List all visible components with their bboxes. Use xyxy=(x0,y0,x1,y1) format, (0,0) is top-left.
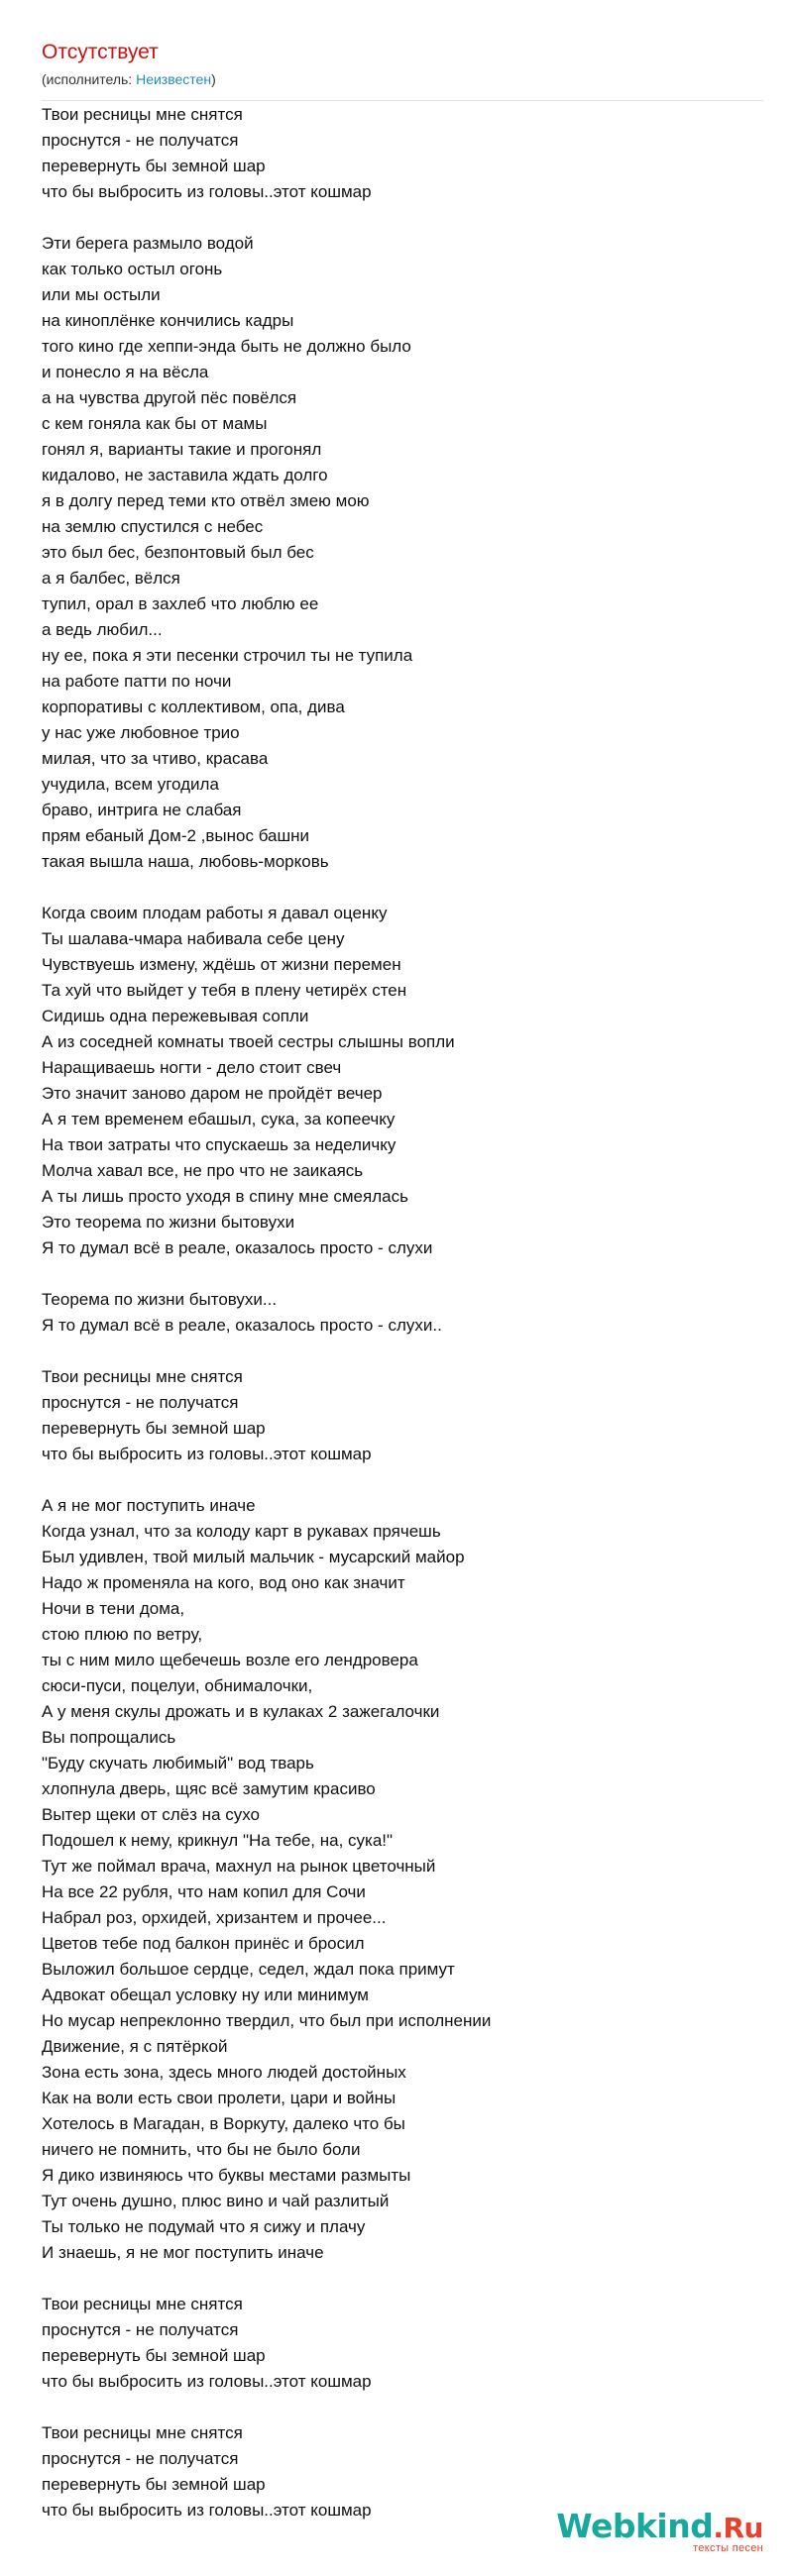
artist-suffix: ) xyxy=(211,71,216,87)
logo-tagline: тексты песен xyxy=(693,2542,763,2554)
lyrics-text: Твои ресницы мне снятся проснутся - не получатся перевернуть бы земной шар что бы выбросить из головы..этот кошмар Эти берега размыло водой как только остыл огонь или мы остыли на киноплёнке кончились кадры того кино где хеппи-энда быть не должно было и понесло я на вёсла а на чувства другой пёс повёлся с кем гоняла как бы от мамы гонял я, варианты такие и прогонял кидалово, не заставила ждать долго я в долгу перед теми кто отвёл змею мою на землю спустился с небес это был бес, безпонтовый был бес а я балбес, вёлся тупил, орал в захлеб что люблю ее а ведь любил... ну ее, пока я эти песенки строчил ты не тупила на работе патти по ночи корпоративы с коллективом, опа, дива у нас уже любовное трио милая, что за чтиво, красава учудила, всем угодила браво, интрига не слабая прям ебаный Дом-2 ,вынос башни такая вышла наша, любовь-морковь Когда своим плодам работы я давал оценку Ты шалава-чмара набивала себе цену Чувствуешь измену, ждёшь от жизни перемен Та хуй что выйдет у тебя в плену четирёх стен Сидишь одна пережевывая сопли А из соседней комнаты твоей сестры слышны вопли Наращиваешь ногти - дело стоит свеч Это значит заново даром не пройдёт вечер А я тем временем ебашыл, сука, за копеечку На твои затраты что спускаешь за неделичку Молча хавал все, не про что не заикаясь А ты лишь просто уходя в спину мне смеялась Это теорема по жизни бытовухи Я то думал всё в реале, оказалось просто - слухи Теорема по жизни бытовухи... Я то думал всё в реале, оказалось просто - слухи.. Твои ресницы мне снятся проснутся - не получатся перевернуть бы земной шар что бы выбросить из головы..этот кошмар А я не мог поступить иначе Когда узнал, что за колоду карт в рукавах прячешь Был удивлен, твой милый мальчик - мусарский майор Надо ж променяла на кого, вод оно как значит Ночи в тени дома, стою плюю по ветру, ты с ним мило щебечешь возле его лендровера сюси-пуси, поцелуи, обнималочки, А у меня скулы дрожать и в кулаках 2 зажегалочки Вы попрощались "Буду скучать любимый" вод тварь хлопнула дверь, щяс всё замутим красиво Вытер щеки от слёз на сухо Подошел к нему, крикнул "На тебе, на, сука!" Тут же поймал врача, махнул на рынок цветочный На все 22 рубля, что нам копил для Сочи Набрал роз, орхидей, хризантем и прочее... Цветов тебе под балкон принёс и бросил Выложил большое сердце, седел, ждал пока примут Адвокат обещал условку ну или минимум Но мусар непреклонно твердил, что был при исполнении Движение, я с пятёркой Зона есть зона, здесь много людей достойных Как на воли есть свои пролети, цари и войны Хотелось в Магадан, в Воркуту, далеко что бы ничего не помнить, что бы не было боли Я дико извиняюсь что буквы местами размыты Тут очень душно, плюс вино и чай разлитый Ты только не подумай что я сижу и плачу И знаешь, я не мог поступить иначе Твои ресницы мне снятся проснутся - не получатся перевернуть бы земной шар что бы выбросить из головы..этот кошмар Твои ресницы мне снятся проснутся - не получатся перевернуть бы земной шар что бы выбросить из головы..этот кошмар xyxy=(42,105,492,2520)
song-title: Отсутствует xyxy=(42,41,159,63)
artist-prefix: (исполнитель: xyxy=(42,71,137,87)
artist-link[interactable]: Неизвестен xyxy=(136,71,212,87)
logo-tld: .Ru xyxy=(713,2512,763,2544)
logo-wordmark xyxy=(556,2507,763,2545)
logo-name: Webkind xyxy=(556,2507,714,2545)
header-divider xyxy=(42,100,763,101)
artist-line xyxy=(42,70,216,88)
site-logo[interactable] xyxy=(556,2507,763,2554)
